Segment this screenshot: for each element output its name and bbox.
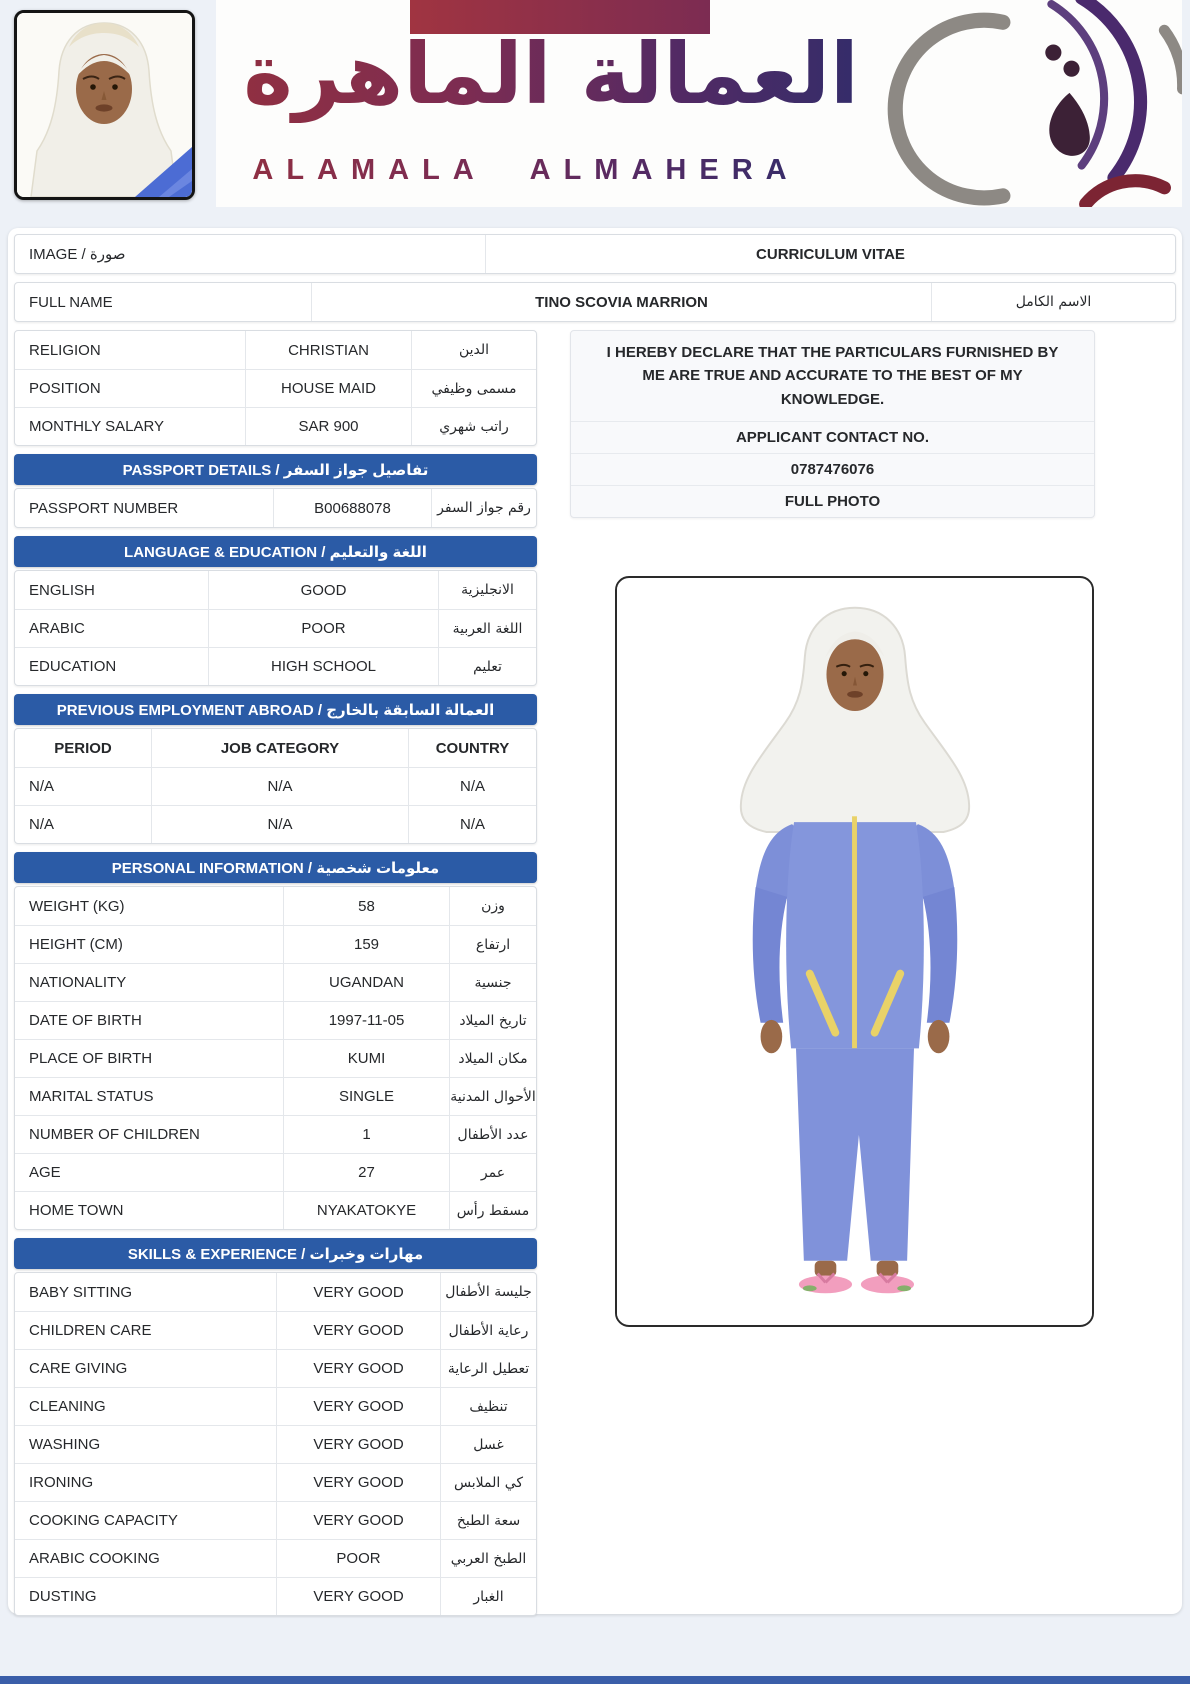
field-value: HIGH SCHOOL xyxy=(208,648,438,685)
column-header: COUNTRY xyxy=(408,729,536,767)
field-label: DUSTING xyxy=(29,1588,97,1605)
field-value: UGANDAN xyxy=(283,964,449,1001)
field-value: 1 xyxy=(283,1116,449,1153)
field-label: ARABIC COOKING xyxy=(29,1550,160,1567)
declaration-box xyxy=(570,330,1095,518)
field-label-arabic: ارتفاع xyxy=(449,926,536,963)
company-logo xyxy=(216,0,1182,207)
field-label-arabic: عدد الأطفال xyxy=(449,1116,536,1153)
field-label: NUMBER OF CHILDREN xyxy=(29,1126,200,1143)
cv-title: CURRICULUM VITAE xyxy=(485,235,1175,273)
field-value: VERY GOOD xyxy=(276,1350,440,1387)
cell-country: N/A xyxy=(408,806,536,843)
field-label-arabic: تعطيل الرعاية xyxy=(440,1350,536,1387)
table-row xyxy=(15,1077,536,1115)
field-value: VERY GOOD xyxy=(276,1312,440,1349)
field-label: WASHING xyxy=(29,1436,101,1453)
field-label-arabic: كي الملابس xyxy=(440,1464,536,1501)
field-value: 159 xyxy=(283,926,449,963)
field-value: 58 xyxy=(283,887,449,925)
basic-info-table xyxy=(14,330,537,446)
table-header-row xyxy=(15,729,536,767)
field-label-arabic: جليسة الأطفال xyxy=(440,1273,536,1311)
section-header-previous-employment: PREVIOUS EMPLOYMENT ABROAD / العمالة السابقة بالخارج xyxy=(14,694,537,725)
field-label-arabic: تنظيف xyxy=(440,1388,536,1425)
field-label: MONTHLY SALARY xyxy=(29,418,165,435)
field-label-arabic: رقم جواز السفر xyxy=(431,489,536,527)
field-value: CHRISTIAN xyxy=(245,331,411,369)
field-value: VERY GOOD xyxy=(276,1273,440,1311)
field-label: COOKING CAPACITY xyxy=(29,1512,178,1529)
field-label: IRONING xyxy=(29,1474,94,1491)
field-value: SAR 900 xyxy=(245,408,411,445)
field-label: DATE OF BIRTH xyxy=(29,1012,142,1029)
id-photo-illustration xyxy=(17,13,192,197)
column-header: PERIOD xyxy=(54,739,112,757)
field-label: CLEANING xyxy=(29,1398,106,1415)
declaration-text: I HEREBY DECLARE THAT THE PARTICULARS FURNISHED BY ME ARE TRUE AND ACCURATE TO THE BEST OF MY KNOWLEDGE. xyxy=(606,344,1059,408)
passport-table xyxy=(14,488,537,528)
field-value: VERY GOOD xyxy=(276,1464,440,1501)
field-label-arabic: الأحوال المدنية xyxy=(449,1078,536,1115)
field-value: HOUSE MAID xyxy=(245,370,411,407)
field-label-arabic: مسقط رأس xyxy=(449,1192,536,1229)
field-label-arabic: الطبخ العربي xyxy=(440,1540,536,1577)
table-row xyxy=(15,1039,536,1077)
table-row xyxy=(15,1501,536,1539)
field-label-arabic: الغبار xyxy=(440,1578,536,1615)
table-row xyxy=(15,925,536,963)
full-name-label-arabic: الاسم الكامل xyxy=(931,283,1175,321)
field-label: AGE xyxy=(29,1164,61,1181)
field-label-arabic: تعليم xyxy=(438,648,536,685)
field-label: BABY SITTING xyxy=(29,1283,133,1301)
field-value: NYAKATOKYE xyxy=(283,1192,449,1229)
cv-card xyxy=(8,228,1182,1614)
personal-information-table xyxy=(14,886,537,1230)
contact-number: 0787476076 xyxy=(571,453,1094,485)
field-label: POSITION xyxy=(29,380,101,397)
field-label-arabic: سعة الطبخ xyxy=(440,1502,536,1539)
field-label-arabic: جنسية xyxy=(449,964,536,1001)
column-header: JOB CATEGORY xyxy=(151,729,408,767)
left-column xyxy=(14,330,537,1616)
field-label-arabic: تاريخ الميلاد xyxy=(449,1002,536,1039)
two-column-layout xyxy=(14,330,1176,1616)
section-header-personal-information: PERSONAL INFORMATION / معلومات شخصية xyxy=(14,852,537,883)
table-row xyxy=(15,1273,536,1311)
table-row xyxy=(15,1115,536,1153)
field-label-arabic: راتب شهري xyxy=(411,408,536,445)
table-row xyxy=(15,805,536,843)
applicant-full-photo xyxy=(617,578,1092,1325)
field-label-arabic: الدين xyxy=(411,331,536,369)
field-label-arabic: مكان الميلاد xyxy=(449,1040,536,1077)
field-label: CARE GIVING xyxy=(29,1360,128,1377)
table-row xyxy=(15,331,536,369)
logo-arabic-main: العمالة الماهرة xyxy=(216,26,896,123)
full-photo-label: FULL PHOTO xyxy=(571,485,1094,517)
table-row xyxy=(15,369,536,407)
field-label: NATIONALITY xyxy=(29,974,127,991)
table-row xyxy=(15,609,536,647)
full-name-label: FULL NAME xyxy=(29,293,113,311)
header xyxy=(0,0,1190,207)
previous-employment-table xyxy=(14,728,537,844)
field-label: ARABIC xyxy=(29,620,85,637)
table-row xyxy=(15,235,1175,273)
field-label-arabic: رعاية الأطفال xyxy=(440,1312,536,1349)
field-value: KUMI xyxy=(283,1040,449,1077)
field-label: MARITAL STATUS xyxy=(29,1088,154,1105)
table-row xyxy=(15,1463,536,1501)
table-row xyxy=(15,1191,536,1229)
contact-label: APPLICANT CONTACT NO. xyxy=(571,421,1094,453)
field-value: B00688078 xyxy=(273,489,431,527)
field-label-arabic: الانجليزية xyxy=(438,571,536,609)
field-label-arabic: اللغة العربية xyxy=(438,610,536,647)
table-row xyxy=(15,1577,536,1615)
field-value: POOR xyxy=(208,610,438,647)
cell-job-category: N/A xyxy=(151,768,408,805)
field-value: VERY GOOD xyxy=(276,1388,440,1425)
field-value: VERY GOOD xyxy=(276,1502,440,1539)
table-row xyxy=(15,489,536,527)
table-row xyxy=(15,571,536,609)
table-row xyxy=(15,407,536,445)
cell-period: N/A xyxy=(29,778,55,795)
field-value: 27 xyxy=(283,1154,449,1191)
table-row xyxy=(15,1311,536,1349)
full-photo-box xyxy=(615,576,1094,1327)
right-column xyxy=(570,330,1176,1327)
field-value: SINGLE xyxy=(283,1078,449,1115)
section-header-language-education: LANGUAGE & EDUCATION / اللغة والتعليم xyxy=(14,536,537,567)
title-row xyxy=(14,234,1176,274)
field-label-arabic: مسمى وظيفي xyxy=(411,370,536,407)
cell-job-category: N/A xyxy=(151,806,408,843)
image-label: IMAGE / صورة xyxy=(29,246,126,263)
logo-latin-name: ALAMALA ALMAHERA xyxy=(216,154,851,187)
section-header-skills-experience: SKILLS & EXPERIENCE / مهارات وخبرات xyxy=(14,1238,537,1269)
field-label: ENGLISH xyxy=(29,581,95,599)
field-value: VERY GOOD xyxy=(276,1578,440,1615)
table-row xyxy=(15,1425,536,1463)
field-label-arabic: وزن xyxy=(449,887,536,925)
field-label: HEIGHT (CM) xyxy=(29,936,123,953)
field-value: POOR xyxy=(276,1540,440,1577)
field-label: EDUCATION xyxy=(29,658,117,675)
applicant-id-photo xyxy=(14,10,195,200)
section-header-passport: PASSPORT DETAILS / تفاصيل جواز السفر xyxy=(14,454,537,485)
field-label: WEIGHT (KG) xyxy=(29,897,125,915)
field-label: PLACE OF BIRTH xyxy=(29,1050,153,1067)
table-row xyxy=(15,647,536,685)
field-label-arabic: غسل xyxy=(440,1426,536,1463)
table-row xyxy=(15,963,536,1001)
field-label-arabic: عمر xyxy=(449,1154,536,1191)
logo-mark-icon xyxy=(842,0,1182,207)
field-value: VERY GOOD xyxy=(276,1426,440,1463)
field-value: GOOD xyxy=(208,571,438,609)
full-name-row xyxy=(14,282,1176,322)
full-name-value: TINO SCOVIA MARRION xyxy=(311,283,931,321)
table-row xyxy=(15,1001,536,1039)
table-row xyxy=(15,1539,536,1577)
table-row xyxy=(15,1349,536,1387)
cell-country: N/A xyxy=(408,768,536,805)
table-row xyxy=(15,767,536,805)
table-row xyxy=(15,1387,536,1425)
field-label: PASSPORT NUMBER xyxy=(29,499,179,517)
field-value: 1997-11-05 xyxy=(283,1002,449,1039)
cell-period: N/A xyxy=(29,816,55,833)
language-education-table xyxy=(14,570,537,686)
footer-bar xyxy=(0,1676,1190,1684)
table-row xyxy=(15,283,1175,321)
field-label: HOME TOWN xyxy=(29,1202,124,1219)
field-label: CHILDREN CARE xyxy=(29,1322,152,1339)
table-row xyxy=(15,887,536,925)
table-row xyxy=(15,1153,536,1191)
skills-experience-table xyxy=(14,1272,537,1616)
field-label: RELIGION xyxy=(29,341,101,359)
